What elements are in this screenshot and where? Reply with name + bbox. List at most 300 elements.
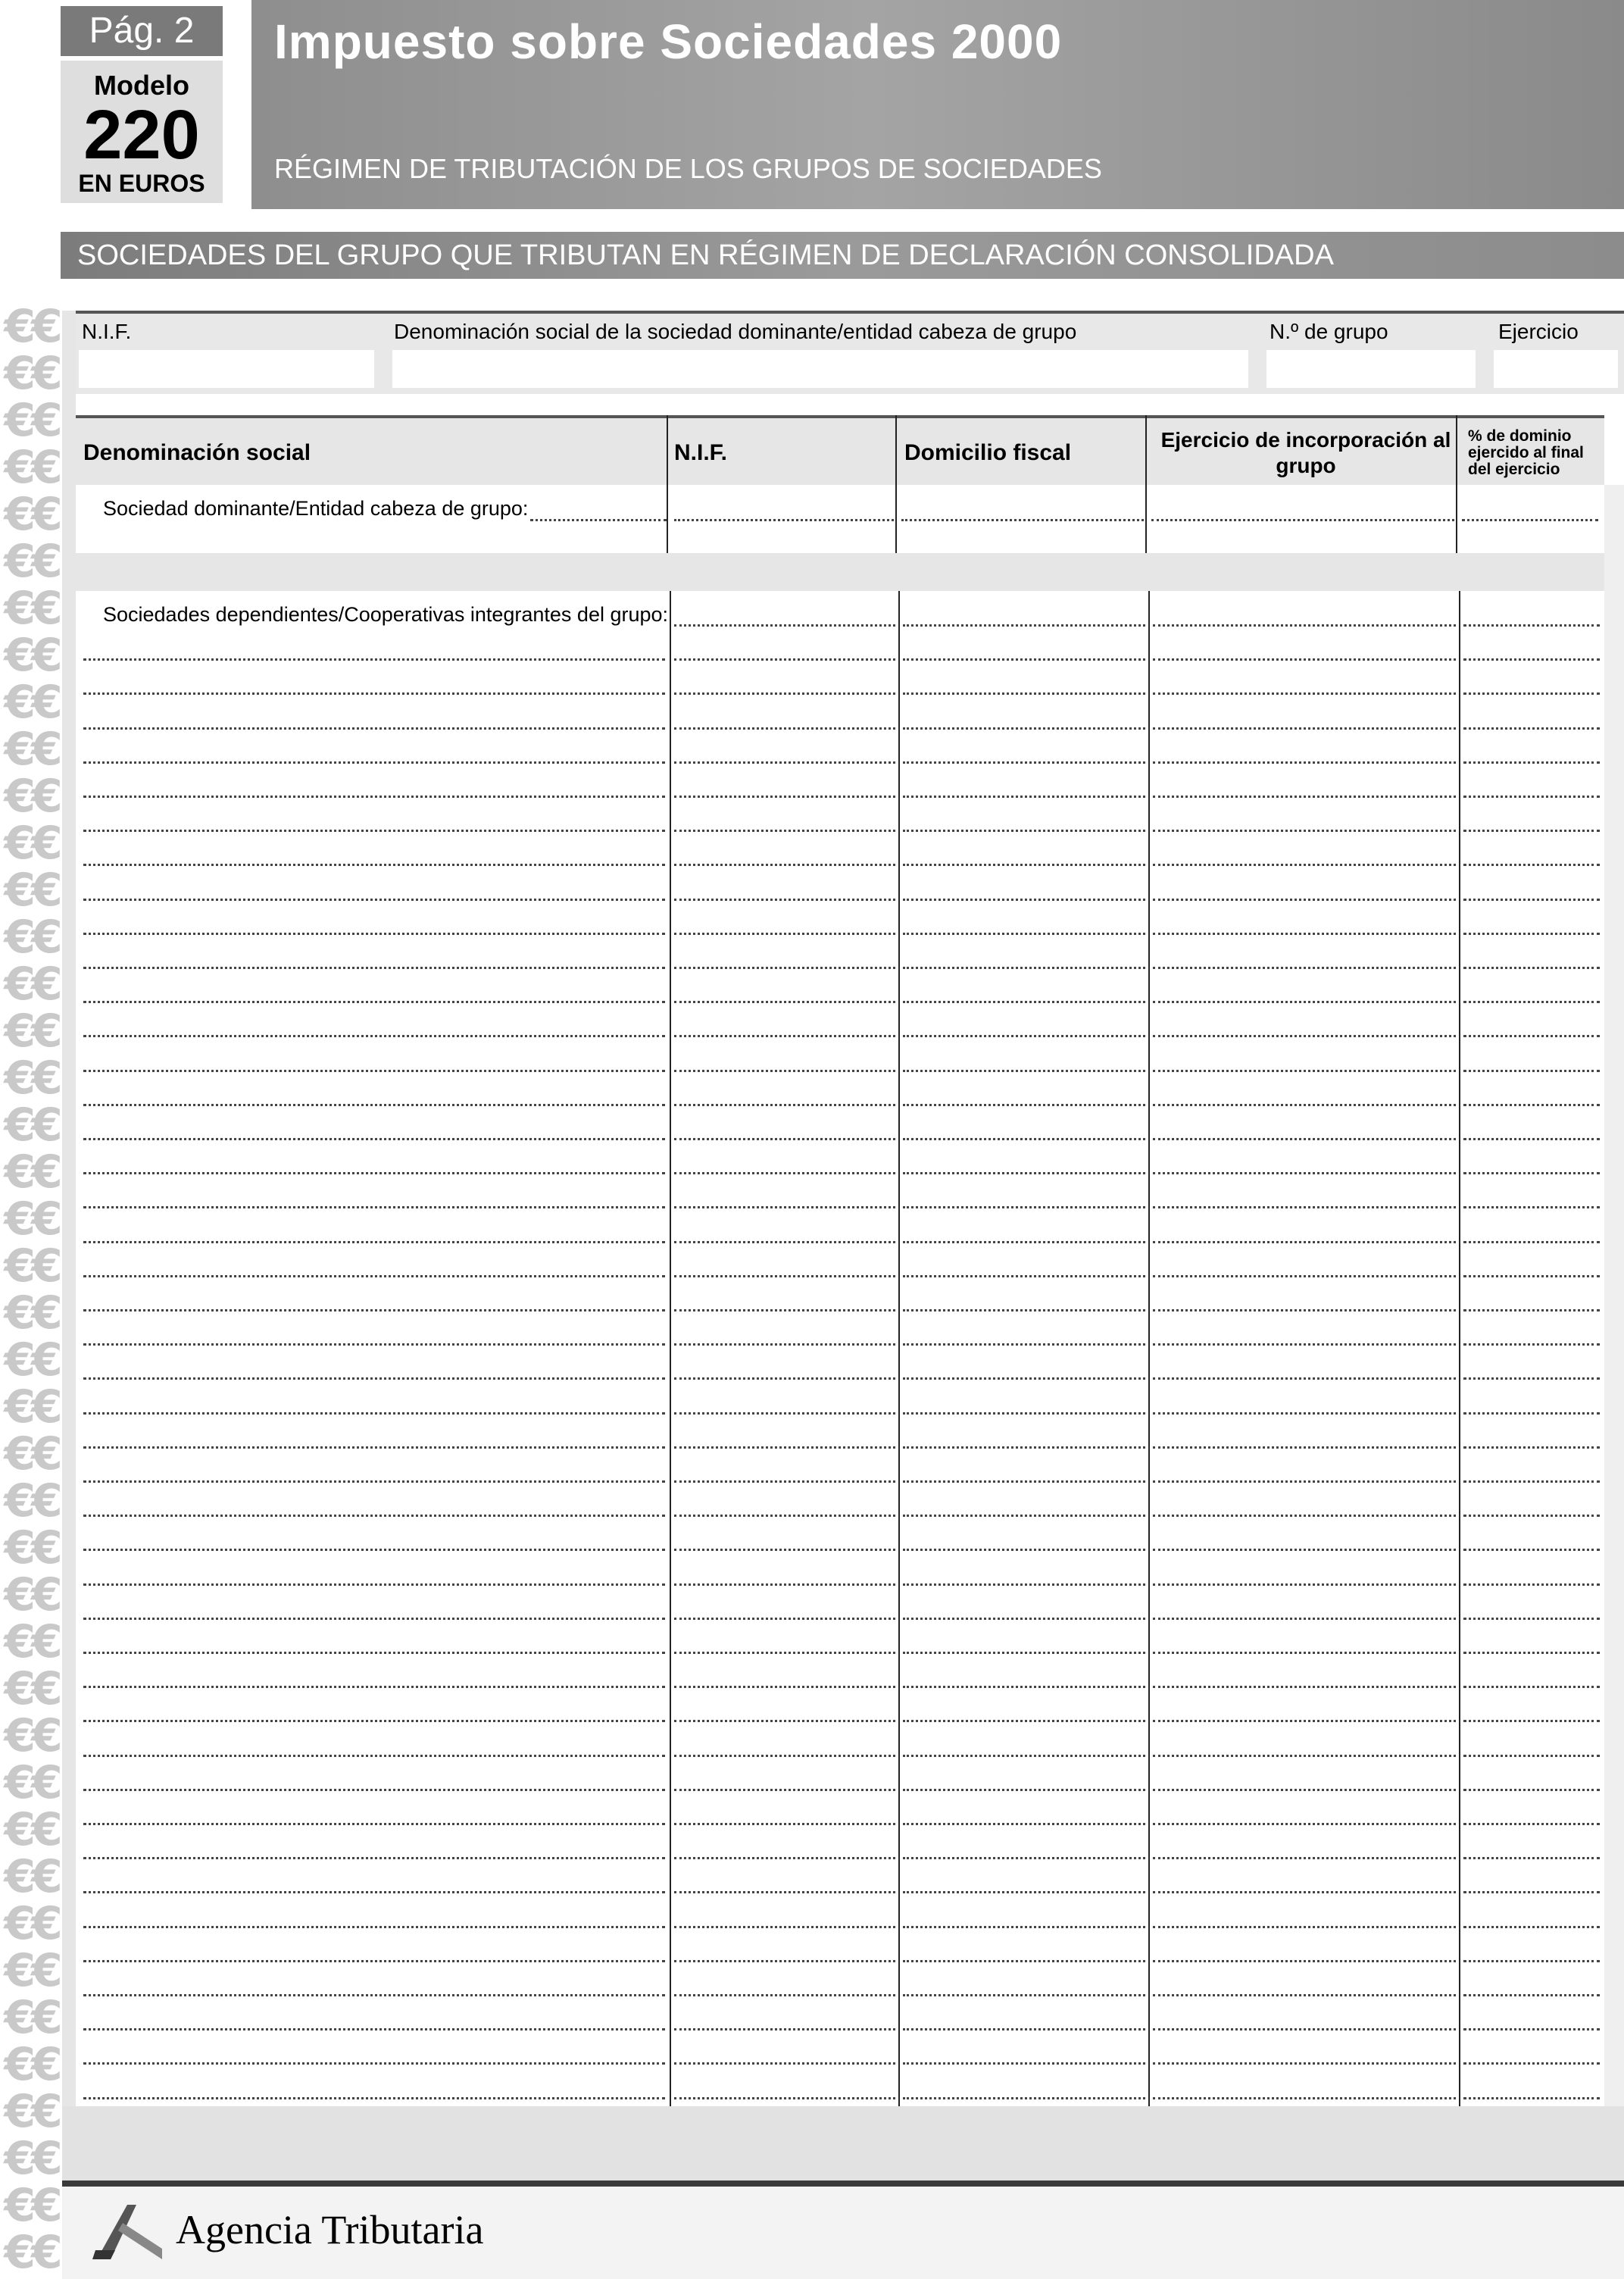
euro-icon: €€	[4, 2038, 58, 2091]
dependent-dominio-line[interactable]	[1463, 1789, 1600, 1791]
dependent-domicilio-line[interactable]	[903, 1343, 1145, 1346]
dependent-dominio-line[interactable]	[1463, 1343, 1600, 1346]
dependent-nif-line[interactable]	[674, 967, 895, 969]
dependent-nif-line[interactable]	[674, 624, 895, 627]
nif-field[interactable]	[79, 350, 374, 388]
dependent-domicilio-line[interactable]	[903, 2028, 1145, 2030]
dependent-name-line[interactable]	[83, 1480, 665, 1483]
dependent-domicilio-line[interactable]	[903, 1104, 1145, 1106]
dependent-domicilio-line[interactable]	[903, 1789, 1145, 1791]
dependent-ejercicio-line[interactable]	[1153, 1206, 1456, 1208]
dependent-nif-line[interactable]	[674, 1686, 895, 1688]
dependent-dominio-line[interactable]	[1463, 1857, 1600, 1859]
dependent-ejercicio-line[interactable]	[1153, 1001, 1456, 1003]
dependent-ejercicio-line[interactable]	[1153, 1720, 1456, 1722]
dependent-domicilio-line[interactable]	[903, 1755, 1145, 1757]
dependent-dominio-line[interactable]	[1463, 1755, 1600, 1757]
dependent-ejercicio-line[interactable]	[1153, 658, 1456, 661]
dependent-name-line[interactable]	[83, 1241, 665, 1243]
dependent-ejercicio-line[interactable]	[1153, 864, 1456, 866]
dependent-nif-line[interactable]	[674, 1446, 895, 1449]
dependent-name-line[interactable]	[83, 658, 665, 661]
dependent-dominio-line[interactable]	[1463, 967, 1600, 969]
dependent-dominio-line[interactable]	[1463, 1070, 1600, 1072]
dependent-dominio-line[interactable]	[1463, 1891, 1600, 1893]
dependent-ejercicio-line[interactable]	[1153, 1070, 1456, 1072]
dependent-domicilio-line[interactable]	[903, 761, 1145, 764]
euro-icon: €€	[4, 1662, 58, 1715]
dominant-dominio-line[interactable]	[1462, 519, 1598, 521]
dependent-name-line[interactable]	[83, 727, 665, 730]
dependent-name-line[interactable]	[83, 2097, 665, 2099]
dependent-domicilio-line[interactable]	[903, 933, 1145, 935]
euro-icon: €€	[4, 347, 58, 400]
dependent-name-line[interactable]	[83, 761, 665, 764]
dependent-ejercicio-line[interactable]	[1153, 796, 1456, 798]
dependent-ejercicio-line[interactable]	[1153, 2028, 1456, 2030]
agencia-tributaria-logo-icon	[92, 2200, 165, 2262]
page-subtitle: RÉGIMEN DE TRIBUTACIÓN DE LOS GRUPOS DE SOCIEDADES	[274, 153, 1102, 184]
dependent-name-line[interactable]	[83, 2062, 665, 2065]
dependent-domicilio-line[interactable]	[903, 1241, 1145, 1243]
dependent-nif-line[interactable]	[674, 796, 895, 798]
dependent-ejercicio-line[interactable]	[1153, 1755, 1456, 1757]
dependent-dominio-line[interactable]	[1463, 1172, 1600, 1174]
dominant-nif-line[interactable]	[674, 519, 894, 521]
dependent-name-line[interactable]	[83, 1343, 665, 1346]
dependent-dominio-line[interactable]	[1463, 1926, 1600, 1928]
dependent-ejercicio-line[interactable]	[1153, 2062, 1456, 2065]
dependent-nif-line[interactable]	[674, 1926, 895, 1928]
modelo-number: 220	[83, 96, 200, 174]
euro-icon: €€	[4, 1193, 58, 1246]
dependent-ejercicio-line[interactable]	[1153, 1275, 1456, 1277]
dependent-nif-line[interactable]	[674, 1755, 895, 1757]
euro-icon: €€	[4, 1521, 58, 1574]
dependent-ejercicio-line[interactable]	[1153, 1309, 1456, 1311]
dependent-domicilio-line[interactable]	[903, 1138, 1145, 1140]
dependent-nif-line[interactable]	[674, 1377, 895, 1380]
dependent-ejercicio-line[interactable]	[1153, 761, 1456, 764]
dependent-name-line[interactable]	[83, 933, 665, 935]
dependent-nif-line[interactable]	[674, 1275, 895, 1277]
dependent-domicilio-line[interactable]	[903, 1309, 1145, 1311]
euro-icon: €€	[4, 1991, 58, 2044]
dependent-domicilio-line[interactable]	[903, 830, 1145, 832]
title-band	[251, 0, 1624, 209]
dependent-ejercicio-line[interactable]	[1153, 1823, 1456, 1825]
dependent-name-line[interactable]	[83, 967, 665, 969]
euro-icon: €€	[4, 817, 58, 870]
dominant-ejercicio-line[interactable]	[1151, 519, 1454, 521]
page-title: Impuesto sobre Sociedades 2000	[274, 14, 1063, 69]
dependent-dominio-line[interactable]	[1463, 1480, 1600, 1483]
euro-icon: €€	[4, 1615, 58, 1668]
dependent-name-line[interactable]	[83, 1755, 665, 1757]
dependent-ejercicio-line[interactable]	[1153, 1104, 1456, 1106]
euro-icon: €€	[4, 911, 58, 964]
dependent-name-line[interactable]	[83, 1377, 665, 1380]
euro-icon: €€	[4, 676, 58, 729]
dependent-ejercicio-line[interactable]	[1153, 1035, 1456, 1037]
dependent-nif-line[interactable]	[674, 933, 895, 935]
ejercicio-label: Ejercicio	[1498, 320, 1579, 343]
table-bottom-margin	[62, 2106, 1624, 2182]
dependent-domicilio-line[interactable]	[903, 1377, 1145, 1380]
dependent-ejercicio-line[interactable]	[1153, 1412, 1456, 1415]
dependent-nif-line[interactable]	[674, 1001, 895, 1003]
dependent-dominio-line[interactable]	[1463, 1241, 1600, 1243]
dominant-name-line[interactable]	[530, 519, 667, 521]
euro-icon: €€	[4, 1709, 58, 1762]
euro-icon: €€	[4, 1286, 58, 1340]
dependent-name-line[interactable]	[83, 1104, 665, 1106]
dependent-name-line[interactable]	[83, 864, 665, 866]
dependent-dominio-line[interactable]	[1463, 830, 1600, 832]
euro-icon: €€	[4, 1052, 58, 1105]
modelo-label: Modelo	[94, 70, 189, 101]
nif-label: N.I.F.	[82, 320, 132, 343]
currency-units: EN EUROS	[78, 170, 205, 197]
dependent-dominio-line[interactable]	[1463, 1515, 1600, 1517]
dependent-name-line[interactable]	[83, 1960, 665, 1962]
dependent-ejercicio-line[interactable]	[1153, 1857, 1456, 1859]
euro-icon: €€	[4, 1427, 58, 1480]
dependent-ejercicio-line[interactable]	[1153, 899, 1456, 901]
column-rule	[670, 591, 671, 2106]
dependent-nif-line[interactable]	[674, 1070, 895, 1072]
dependent-name-line[interactable]	[83, 1994, 665, 1996]
dependent-dominio-line[interactable]	[1463, 2097, 1600, 2099]
dependent-name-line[interactable]	[83, 1206, 665, 1208]
dependent-nif-line[interactable]	[674, 864, 895, 866]
dependent-nif-line[interactable]	[674, 761, 895, 764]
column-rule	[1148, 591, 1150, 2106]
denominacion-label: Denominación social de la sociedad dominante/entidad cabeza de grupo	[394, 320, 1077, 343]
dependent-dominio-line[interactable]	[1463, 1720, 1600, 1722]
dependent-name-line[interactable]	[83, 1823, 665, 1825]
euro-icon: €€	[4, 2085, 58, 2138]
dependent-domicilio-line[interactable]	[903, 1891, 1145, 1893]
euro-icon: €€	[4, 582, 58, 635]
dependent-nif-line[interactable]	[674, 2097, 895, 2099]
dependent-dominio-line[interactable]	[1463, 1994, 1600, 1996]
grupo-label: N.º de grupo	[1270, 320, 1388, 343]
dependent-nif-line[interactable]	[674, 1789, 895, 1791]
dependent-ejercicio-line[interactable]	[1153, 1583, 1456, 1586]
dependent-name-line[interactable]	[83, 1857, 665, 1859]
dependent-ejercicio-line[interactable]	[1153, 1960, 1456, 1962]
dependent-nif-line[interactable]	[674, 727, 895, 730]
dependent-domicilio-line[interactable]	[903, 1275, 1145, 1277]
euro-icon: €€	[4, 1756, 58, 1809]
dependent-nif-line[interactable]	[674, 1480, 895, 1483]
dependent-nif-line[interactable]	[674, 1720, 895, 1722]
dependent-dominio-line[interactable]	[1463, 761, 1600, 764]
dominant-row-label: Sociedad dominante/Entidad cabeza de grupo:	[103, 497, 529, 520]
dependent-domicilio-line[interactable]	[903, 1720, 1145, 1722]
dependent-nif-line[interactable]	[674, 1343, 895, 1346]
dependent-dominio-line[interactable]	[1463, 1960, 1600, 1962]
dependent-domicilio-line[interactable]	[903, 864, 1145, 866]
table-header	[76, 415, 1604, 485]
euro-icon: €€	[4, 1005, 58, 1058]
dependent-nif-line[interactable]	[674, 1583, 895, 1586]
dependent-domicilio-line[interactable]	[903, 1035, 1145, 1037]
dependent-nif-line[interactable]	[674, 1035, 895, 1037]
euro-icon: €€	[4, 958, 58, 1011]
dependent-domicilio-line[interactable]	[903, 1686, 1145, 1688]
dependent-ejercicio-line[interactable]	[1153, 1891, 1456, 1893]
dependent-ejercicio-line[interactable]	[1153, 1515, 1456, 1517]
dependent-ejercicio-line[interactable]	[1153, 1138, 1456, 1140]
dependent-dominio-line[interactable]	[1463, 658, 1600, 661]
dependent-dominio-line[interactable]	[1463, 1275, 1600, 1277]
dependent-domicilio-line[interactable]	[903, 796, 1145, 798]
agency-name: Agencia Tributaria	[176, 2207, 484, 2252]
table-left-margin	[62, 311, 76, 2152]
dependent-dominio-line[interactable]	[1463, 1035, 1600, 1037]
dependent-name-line[interactable]	[83, 1275, 665, 1277]
dependent-domicilio-line[interactable]	[903, 1549, 1145, 1551]
dependent-domicilio-line[interactable]	[903, 727, 1145, 730]
dependent-name-line[interactable]	[83, 1652, 665, 1654]
dependent-ejercicio-line[interactable]	[1153, 1652, 1456, 1654]
footer	[62, 2187, 1624, 2279]
euro-icon: €€	[4, 770, 58, 823]
dependent-name-line[interactable]	[83, 1686, 665, 1688]
dependent-dominio-line[interactable]	[1463, 1652, 1600, 1654]
dependent-domicilio-line[interactable]	[903, 1001, 1145, 1003]
modelo-badge	[61, 61, 223, 203]
dependent-nif-line[interactable]	[674, 1172, 895, 1174]
dependent-ejercicio-line[interactable]	[1153, 624, 1456, 627]
dependent-domicilio-line[interactable]	[903, 1412, 1145, 1415]
dependent-nif-line[interactable]	[674, 2028, 895, 2030]
dependent-dominio-line[interactable]	[1463, 899, 1600, 901]
dependent-domicilio-line[interactable]	[903, 899, 1145, 901]
dependent-domicilio-line[interactable]	[903, 1070, 1145, 1072]
dependent-dominio-line[interactable]	[1463, 796, 1600, 798]
euro-icon: €€	[4, 2179, 58, 2232]
dependent-ejercicio-line[interactable]	[1153, 1343, 1456, 1346]
dependent-name-line[interactable]	[83, 899, 665, 901]
col-denominacion: Denominación social	[83, 440, 311, 465]
euro-icon: €€	[4, 1897, 58, 1950]
dependent-ejercicio-line[interactable]	[1153, 727, 1456, 730]
section-title: SOCIEDADES DEL GRUPO QUE TRIBUTAN EN RÉGIMEN DE DECLARACIÓN CONSOLIDADA	[61, 232, 1624, 279]
column-rule	[898, 591, 900, 2106]
dependent-name-line[interactable]	[83, 1515, 665, 1517]
dependent-ejercicio-line[interactable]	[1153, 1172, 1456, 1174]
dependent-name-line[interactable]	[83, 1138, 665, 1140]
dependent-nif-line[interactable]	[674, 1618, 895, 1620]
euro-icon: €€	[4, 1474, 58, 1527]
dependent-dominio-line[interactable]	[1463, 624, 1600, 627]
column-rule	[895, 415, 897, 553]
dependent-name-line[interactable]	[83, 1583, 665, 1586]
euro-icon: €€	[4, 303, 58, 353]
dominant-domicilio-line[interactable]	[901, 519, 1144, 521]
denominacion-field[interactable]	[392, 350, 1248, 388]
dependent-domicilio-line[interactable]	[903, 692, 1145, 695]
dependent-ejercicio-line[interactable]	[1153, 1994, 1456, 1996]
dependent-nif-line[interactable]	[674, 1891, 895, 1893]
grupo-field[interactable]	[1266, 350, 1476, 388]
dependent-domicilio-line[interactable]	[903, 1515, 1145, 1517]
dependent-domicilio-line[interactable]	[903, 1172, 1145, 1174]
euro-icon: €€	[4, 1803, 58, 1856]
dependent-name-line[interactable]	[83, 1549, 665, 1551]
euro-icon: €€	[4, 488, 58, 541]
dependent-name-line[interactable]	[83, 1618, 665, 1620]
dependent-dominio-line[interactable]	[1463, 1583, 1600, 1586]
dependent-name-line[interactable]	[83, 1001, 665, 1003]
dependent-dominio-line[interactable]	[1463, 1446, 1600, 1449]
euro-icon: €€	[4, 2132, 58, 2185]
dependent-name-line[interactable]	[83, 1891, 665, 1893]
page-number: Pág. 2	[61, 6, 223, 56]
dependent-domicilio-line[interactable]	[903, 2062, 1145, 2065]
euro-icon: €€	[4, 1099, 58, 1152]
dependent-nif-line[interactable]	[674, 1515, 895, 1517]
dependent-ejercicio-line[interactable]	[1153, 1377, 1456, 1380]
dependent-domicilio-line[interactable]	[903, 1618, 1145, 1620]
dependent-domicilio-line[interactable]	[903, 624, 1145, 627]
dependent-dominio-line[interactable]	[1463, 1001, 1600, 1003]
euro-icon: €€	[4, 1850, 58, 1903]
dependent-dominio-line[interactable]	[1463, 692, 1600, 695]
dependent-nif-line[interactable]	[674, 899, 895, 901]
euro-symbol-strip	[0, 303, 62, 2279]
column-rule	[667, 415, 668, 553]
ejercicio-field[interactable]	[1494, 350, 1618, 388]
dependent-nif-line[interactable]	[674, 1652, 895, 1654]
dependent-nif-line[interactable]	[674, 1412, 895, 1415]
dependent-name-line[interactable]	[83, 1926, 665, 1928]
dependent-domicilio-line[interactable]	[903, 1960, 1145, 1962]
dependent-dominio-line[interactable]	[1463, 1686, 1600, 1688]
dependent-nif-line[interactable]	[674, 1549, 895, 1551]
dependent-name-line[interactable]	[83, 2028, 665, 2030]
dependent-ejercicio-line[interactable]	[1153, 1480, 1456, 1483]
dependent-ejercicio-line[interactable]	[1153, 967, 1456, 969]
dependent-name-line[interactable]	[83, 1446, 665, 1449]
col-nif: N.I.F.	[674, 440, 728, 465]
dependent-nif-line[interactable]	[674, 1206, 895, 1208]
dependent-domicilio-line[interactable]	[903, 2097, 1145, 2099]
euro-icon: €€	[4, 2226, 58, 2279]
dependent-domicilio-line[interactable]	[903, 1480, 1145, 1483]
col-domicilio: Domicilio fiscal	[904, 440, 1072, 465]
euro-icon: €€	[4, 394, 58, 447]
dependent-dominio-line[interactable]	[1463, 1549, 1600, 1551]
dependent-ejercicio-line[interactable]	[1153, 692, 1456, 695]
dependent-dominio-line[interactable]	[1463, 1138, 1600, 1140]
dependent-domicilio-line[interactable]	[903, 1446, 1145, 1449]
dependent-ejercicio-line[interactable]	[1153, 933, 1456, 935]
dependent-dominio-line[interactable]	[1463, 1309, 1600, 1311]
dependent-domicilio-line[interactable]	[903, 1652, 1145, 1654]
dependent-domicilio-line[interactable]	[903, 1926, 1145, 1928]
dependent-dominio-line[interactable]	[1463, 2028, 1600, 2030]
dependent-name-line[interactable]	[83, 1172, 665, 1174]
dependent-dominio-line[interactable]	[1463, 2062, 1600, 2065]
dependent-ejercicio-line[interactable]	[1153, 830, 1456, 832]
dependent-nif-line[interactable]	[674, 1994, 895, 1996]
dependent-ejercicio-line[interactable]	[1153, 1789, 1456, 1791]
dependent-domicilio-line[interactable]	[903, 967, 1145, 969]
dependent-nif-line[interactable]	[674, 692, 895, 695]
dependent-nif-line[interactable]	[674, 1823, 895, 1825]
dependent-ejercicio-line[interactable]	[1153, 1686, 1456, 1688]
col-ejercicio-incorporacion: Ejercicio de incorporación al grupo	[1160, 428, 1451, 477]
dependent-ejercicio-line[interactable]	[1153, 1549, 1456, 1551]
dependent-nif-line[interactable]	[674, 1960, 895, 1962]
dependent-ejercicio-line[interactable]	[1153, 2097, 1456, 2099]
dependent-nif-line[interactable]	[674, 658, 895, 661]
table-right-margin	[1604, 485, 1624, 2152]
dependent-dominio-line[interactable]	[1463, 1618, 1600, 1620]
euro-icon: €€	[4, 1240, 58, 1293]
dependent-dominio-line[interactable]	[1463, 864, 1600, 866]
dependent-nif-line[interactable]	[674, 830, 895, 832]
dependent-name-line[interactable]	[83, 1720, 665, 1722]
dependent-domicilio-line[interactable]	[903, 1206, 1145, 1208]
dependent-ejercicio-line[interactable]	[1153, 1926, 1456, 1928]
dependent-name-line[interactable]	[83, 1412, 665, 1415]
euro-icon: €€	[4, 864, 58, 917]
dependent-name-line[interactable]	[83, 1309, 665, 1311]
dependent-dominio-line[interactable]	[1463, 933, 1600, 935]
euro-icon: €€	[4, 1380, 58, 1433]
dependent-nif-line[interactable]	[674, 2062, 895, 2065]
dependent-dominio-line[interactable]	[1463, 1823, 1600, 1825]
euro-icon: €€	[4, 629, 58, 682]
dependent-domicilio-line[interactable]	[903, 658, 1145, 661]
dependent-domicilio-line[interactable]	[903, 1994, 1145, 1996]
dependent-nif-line[interactable]	[674, 1138, 895, 1140]
dependent-nif-line[interactable]	[674, 1241, 895, 1243]
dependent-nif-line[interactable]	[674, 1309, 895, 1311]
dependent-ejercicio-line[interactable]	[1153, 1446, 1456, 1449]
dependent-dominio-line[interactable]	[1463, 1412, 1600, 1415]
euro-icon: €€	[4, 1146, 58, 1199]
dependent-dominio-line[interactable]	[1463, 727, 1600, 730]
dependent-domicilio-line[interactable]	[903, 1857, 1145, 1859]
dependent-name-line[interactable]	[83, 1789, 665, 1791]
dependent-dominio-line[interactable]	[1463, 1377, 1600, 1380]
dependent-name-line[interactable]	[83, 692, 665, 695]
dependent-name-line[interactable]	[83, 830, 665, 832]
column-rule	[1456, 415, 1457, 553]
euro-icon: €€	[4, 535, 58, 588]
dependent-name-line[interactable]	[83, 1035, 665, 1037]
dependent-ejercicio-line[interactable]	[1153, 1618, 1456, 1620]
dependent-dominio-line[interactable]	[1463, 1206, 1600, 1208]
identification-panel	[65, 311, 1624, 394]
dependent-domicilio-line[interactable]	[903, 1823, 1145, 1825]
dependent-dominio-line[interactable]	[1463, 1104, 1600, 1106]
dependent-ejercicio-line[interactable]	[1153, 1241, 1456, 1243]
dependent-name-line[interactable]	[83, 796, 665, 798]
dependent-domicilio-line[interactable]	[903, 1583, 1145, 1586]
column-rule	[1145, 415, 1147, 553]
dependent-nif-line[interactable]	[674, 1104, 895, 1106]
euro-icon: €€	[4, 1333, 58, 1386]
dependent-nif-line[interactable]	[674, 1857, 895, 1859]
dependent-name-line[interactable]	[83, 1070, 665, 1072]
